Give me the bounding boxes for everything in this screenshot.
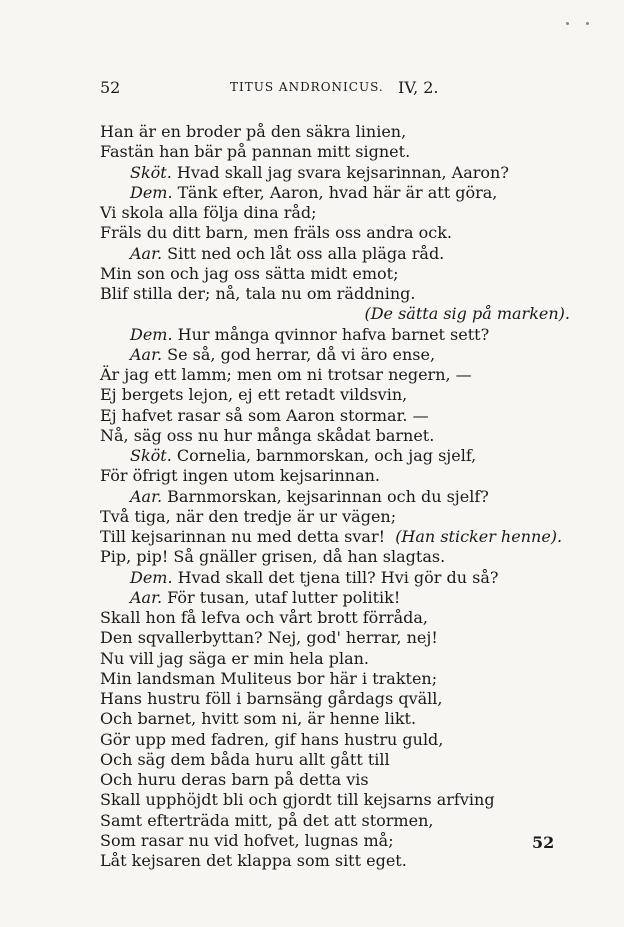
speech-line: Dem. Hur många qvinnor hafva barnet sett?	[130, 324, 490, 344]
verse-line: Nu vill jag säga er min hela plan.	[100, 648, 369, 668]
header-page-number: 52	[100, 78, 121, 97]
verse-line: Min landsman Muliteus bor här i trakten;	[100, 668, 438, 688]
play-text	[100, 122, 580, 871]
speaker: Aar.	[130, 486, 163, 506]
verse-line: Nå, säg oss nu hur många skådat barnet.	[100, 425, 435, 445]
running-title: TITUS ANDRONICUS.	[230, 80, 384, 94]
stage-direction: (Han sticker henne).	[395, 527, 563, 546]
verse-line: Skall upphöjdt bli och gjordt till kejsarns arfving	[100, 790, 495, 810]
speaker: Sköt.	[130, 446, 172, 465]
speaker: Sköt.	[130, 162, 172, 182]
verse-line: Fastän han bär på pannan mitt signet.	[100, 142, 411, 162]
verse-line: Ej hafvet rasar så som Aaron stormar. —	[100, 405, 429, 425]
speech-line: Sköt. Hvad skall jag svara kejsarinnan, Aaron?	[130, 162, 509, 182]
verse-line: Vi skola alla följa dina råd;	[100, 203, 317, 222]
stage-direction: (De sätta sig på marken).	[364, 304, 570, 324]
verse-line: Hans hustru föll i barnsäng gårdags qväll,	[100, 689, 443, 708]
speck	[566, 22, 569, 25]
verse-line: Han är en broder på den säkra linien,	[100, 122, 407, 141]
verse-line: Skall hon få lefva och vårt brott förråda,	[100, 608, 429, 627]
speech-line: Aar. För tusan, utaf lutter politik!	[130, 587, 401, 607]
verse-line: Min son och jag oss sätta midt emot;	[100, 263, 399, 283]
speaker: Dem.	[130, 567, 173, 587]
speaker: Aar.	[130, 344, 163, 364]
verse-line: Fräls du ditt barn, men fräls oss andra ock.	[100, 223, 452, 243]
footer-page-number: 52	[532, 833, 555, 852]
speech-line: Aar. Barnmorskan, kejsarinnan och du sjelf?	[130, 486, 489, 506]
page-header	[100, 78, 460, 102]
verse-line: Och säg dem båda huru allt gått till	[100, 749, 390, 769]
speech-line: Dem. Hvad skall det tjena till? Hvi gör du så?	[130, 567, 499, 587]
speaker: Dem.	[130, 182, 173, 202]
verse-line: För öfrigt ingen utom kejsarinnan.	[100, 466, 380, 486]
verse-line: Och barnet, hvitt som ni, är henne likt.	[100, 709, 417, 729]
speech-line: Dem. Tänk efter, Aaron, hvad här är att göra,	[130, 182, 498, 202]
verse-line: Till kejsarinnan nu med detta svar! (Han sticker henne).	[100, 527, 563, 546]
speech-line: Sköt. Cornelia, barnmorskan, och jag sjelf,	[130, 446, 477, 465]
speech-line: Aar. Se så, god herrar, då vi äro ense,	[130, 344, 436, 364]
verse-line: Den sqvallerbyttan? Nej, god' herrar, nej!	[100, 628, 438, 648]
speaker: Aar.	[130, 243, 163, 263]
verse-line: Som rasar nu vid hofvet, lugnas må;	[100, 830, 394, 850]
verse-line: Låt kejsaren det klappa som sitt eget.	[100, 851, 407, 870]
speaker: Dem.	[130, 324, 173, 344]
verse-line: Två tiga, när den tredje är ur vägen;	[100, 506, 397, 526]
verse-line: Är jag ett lamm; men om ni trotsar negern, —	[100, 365, 472, 384]
verse-line: Gör upp med fadren, gif hans hustru guld,	[100, 729, 444, 749]
verse-line: Pip, pip! Så gnäller grisen, då han slagtas.	[100, 547, 446, 567]
speck	[586, 22, 589, 25]
verse-line: Samt efterträda mitt, på det att stormen,	[100, 810, 434, 830]
speaker: Aar.	[130, 587, 163, 607]
act-scene: IV, 2.	[398, 78, 439, 97]
verse-line: Ej bergets lejon, ej ett retadt vildsvin,	[100, 385, 408, 405]
speech-line: Aar. Sitt ned och låt oss alla pläga råd.	[130, 243, 445, 263]
verse-line: Blif stilla der; nå, tala nu om räddning.	[100, 284, 416, 303]
verse-line: Och huru deras barn på detta vis	[100, 770, 369, 789]
